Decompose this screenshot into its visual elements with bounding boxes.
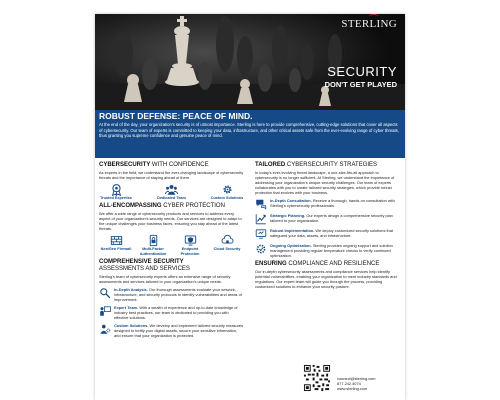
assessment-item [99,323,244,338]
assessment-item [99,305,244,320]
protection-text: We offer a wide range of cybersecurity products and services to address every aspect of your organization's security needs. Our services are designed to adapt to the unique challenges your business faces, ensuring you stay ahead of the latest threats. [99,211,242,232]
protection-heading-thin: CYBER PROTECTION [163,203,225,210]
band-title: ROBUST DEFENSE: PEACE OF MIND. [99,111,253,121]
right-column [255,162,401,289]
implementation-monitor-icon [255,228,267,240]
hero-banner [95,14,405,110]
protection-icon-label: NextGen Firewall [100,247,132,252]
item-text: Our experts design a comprehensive security plan tailored to your organization. [270,213,393,223]
assessments-heading-bold: COMPREHENSIVE SECURITY [99,259,184,266]
planning-chart-icon [255,213,267,225]
item-text: We deploy customized security solutions that safeguard your data, assets, and infrastructure. [270,228,393,238]
protection-icons [99,234,244,256]
confidence-icon-label: Trusted Expertise [100,196,132,200]
item-text: Sterling provides ongoing support and solution management providing regular temperature checks to verify continued optimization. [270,243,393,258]
protection-icon-label: Multi-Factor Authentication [139,247,167,256]
item-text: We develop and implement tailored security measures designed to fortify your digital assets, secure your sensitive information, and ensure that your organization is protected. [114,323,244,339]
protection-icon-item [136,234,170,256]
hero-title: SECURITY [327,64,397,79]
left-column [99,162,244,338]
confidence-icon-item [155,183,189,200]
confidence-heading [99,162,244,169]
brand-logo: STERLING [341,18,397,30]
strategies-heading-thin: CYBERSECURITY STRATEGIES [286,162,378,168]
item-text: With a wealth of experience and up-to-date knowledge of industry best practices, our team is dedicated to providing you with effective solutions. [114,305,238,321]
protection-heading-bold: ALL-ENCOMPASSING [99,203,162,210]
protection-icon-item [210,234,244,256]
contact-website[interactable]: www.sterling.com [337,386,368,391]
strategy-item [255,198,401,210]
item-lead: Expert Team. [114,305,139,311]
assessments-text: Sterling's team of cybersecurity experts offers an extensive range of security assessments and services tailored to your organization's unique needs. [99,274,231,285]
band-text: At the end of the day, your organization's security is of utmost importance. Sterling is here to provide comprehensive, cutting-edge solutions that cover all aspects of cybersecurity. Our team of experts is committed to keeping your data, infrastructure, and other critical assets safe from the ever-evolving range of cyber threats, thus granting you supreme confidence and genuine peace of mind. [99,122,399,139]
cloud-lock-icon [221,234,234,247]
confidence-icons [99,183,244,200]
compliance-heading-bold: ENSURING [255,261,287,267]
confidence-icon-label: Dedicated Team [157,196,186,200]
gear-icon [221,183,234,196]
magnifier-icon [99,287,111,299]
flyer-page [95,14,405,400]
strategy-item [255,243,401,258]
hero-subtitle: DON'T GET PLAYED [324,80,397,89]
contact-phone[interactable]: 877.242.4074 [337,381,361,386]
compliance-heading [255,261,401,268]
item-lead: In-Depth Consultation. [270,198,312,203]
contact-block [337,376,376,391]
protection-heading [99,203,244,210]
item-lead: Strategic Planning. [270,213,306,218]
optimization-gear-icon [255,243,267,255]
item-lead: Robust Implementation. [270,228,315,233]
compliance-heading-thin: COMPLIANCE AND RESILIENCE [288,261,380,267]
assessments-heading-thin: ASSESSMENTS AND SERVICES [99,266,190,273]
protection-icon-label: Cloud Security [213,247,241,252]
authentication-icon [147,234,160,247]
item-text: Receive a thorough, hands-on consultation with Sterling's cybersecurity professionals. [270,198,395,208]
footer [255,364,401,398]
assessment-item [99,287,244,302]
firewall-icon [110,234,123,247]
consultation-icon [255,198,267,210]
medal-icon [110,183,123,196]
strategies-heading-bold: TAILORED [255,162,286,168]
item-lead: In-Depth Analysis. [114,287,148,293]
presenter-icon [99,305,111,317]
contact-email[interactable]: connect@sterling.com [337,376,376,381]
qr-code-icon [303,364,331,392]
strategies-text: In today's ever-evolving threat landscape, a one-size-fits-all approach to cybersecurity is no longer sufficient. At Sterling, we understand the importance of addressing your organization's unique security challenges. Our team of experts collaborates with you to create tailored security strategies, which provide robust protection that evolves with your business. [255,170,395,195]
confidence-text: As experts in the field, we understand the ever-changing landscape of cybersecurity threats and the importance of staying ahead of them. [99,170,244,180]
intro-band [95,110,405,158]
item-lead: Custom Solutions. [114,323,149,329]
endpoint-icon [184,234,197,247]
strategies-heading [255,162,401,169]
confidence-icon-label: Custom Solutions [210,196,244,200]
assessments-heading [99,259,244,273]
protection-icon-label: Endpoint Protection [180,247,200,256]
confidence-icon-item [210,183,244,200]
strategy-item [255,228,401,240]
item-text: Our thorough assessments evaluate your network, infrastructure, and security protocols to identify vulnerabilities and areas of improvement. [114,287,242,303]
confidence-heading-bold: CYBERSECURITY [99,162,151,168]
confidence-heading-thin: WITH CONFIDENCE [151,162,209,168]
settings-user-icon [99,323,111,335]
protection-icon-item [99,234,133,256]
strategy-item [255,213,401,225]
item-lead: Ongoing Optimization. [270,243,312,248]
team-icon [165,183,178,196]
compliance-text: Our in-depth cybersecurity assessments and compliance services help identify potential vulnerabilities, enabling your organization to meet industry standards and regulations. Our expert team will guide you through the process, providing customized solutions to enhance your security posture. [255,269,397,289]
confidence-icon-item [99,183,133,200]
protection-icon-item [173,234,207,256]
